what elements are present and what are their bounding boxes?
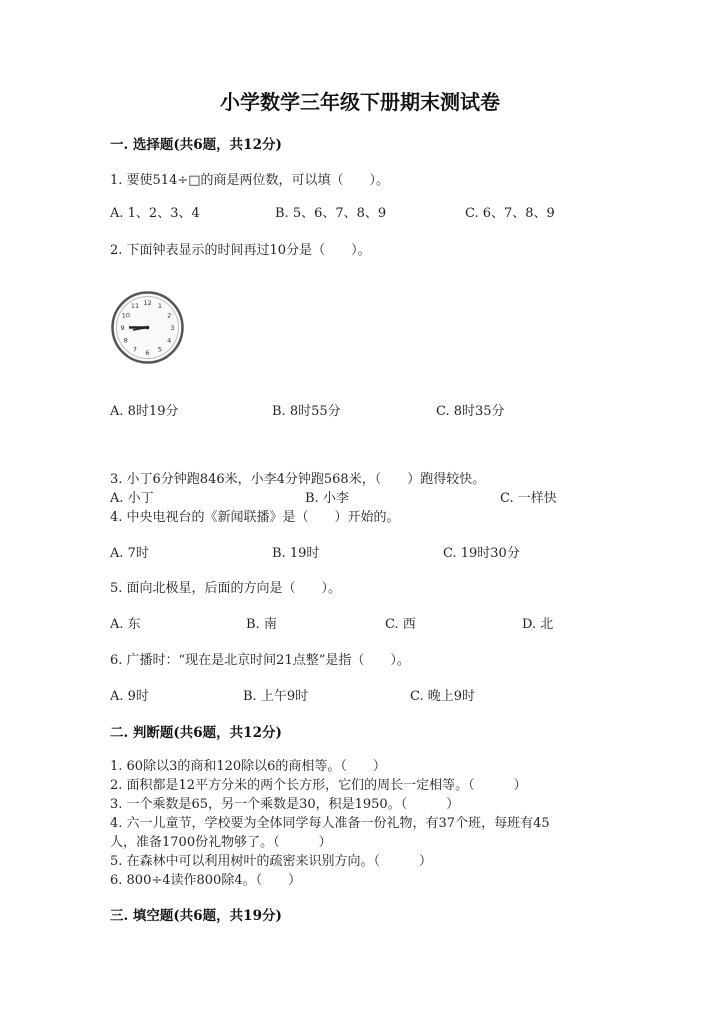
option-b: B. 19时 bbox=[272, 546, 320, 561]
option-c: C. 西 bbox=[385, 617, 416, 632]
question-stem: 6. 广播时：“现在是北京时间21点整”是指（ ）。 bbox=[110, 653, 410, 668]
clock-numeral: 6 bbox=[145, 348, 150, 357]
option-b: B. 南 bbox=[246, 617, 277, 632]
question-stem: 2. 下面钟表显示的时间再过10分是（ ）。 bbox=[110, 243, 371, 258]
clock-numeral: 11 bbox=[130, 302, 140, 311]
option-a: A. 9时 bbox=[110, 689, 149, 704]
option-c: C. 8时35分 bbox=[436, 404, 505, 419]
option-c: C. 19时30分 bbox=[443, 546, 520, 561]
option-a: A. 小丁 bbox=[110, 491, 154, 506]
clock-center bbox=[146, 326, 150, 330]
clock-numeral: 3 bbox=[170, 323, 175, 332]
clock-numeral: 12 bbox=[143, 298, 152, 307]
clock-numeral: 7 bbox=[132, 345, 138, 354]
list-item: 2. 面积都是12平方分米的两个长方形，它们的周长一定相等。（ ） bbox=[110, 778, 527, 793]
clock-numeral: 9 bbox=[120, 323, 125, 332]
option-b: B. 上午9时 bbox=[243, 689, 309, 704]
section-heading-judgement: 二. 判断题(共6题，共12分) bbox=[110, 725, 282, 741]
clock-numeral: 2 bbox=[167, 311, 172, 320]
clock-numeral: 5 bbox=[157, 345, 163, 354]
option-a: A. 8时19分 bbox=[110, 404, 179, 419]
option-a: A. 东 bbox=[110, 617, 141, 632]
question-stem: 3. 小丁6分钟跑846米，小李4分钟跑568米，（ ）跑得较快。 bbox=[110, 472, 486, 487]
option-a: A. 7时 bbox=[110, 546, 149, 561]
list-item: 6. 800÷4读作800除4。（ ） bbox=[110, 873, 302, 888]
option-d: D. 北 bbox=[522, 617, 554, 632]
question-stem: 4. 中央电视台的《新闻联播》是（ ）开始的。 bbox=[110, 510, 400, 525]
option-c: C. 晚上9时 bbox=[410, 689, 476, 704]
list-item: 3. 一个乘数是65，另一个乘数是30，积是1950。（ ） bbox=[110, 797, 460, 812]
clock-face-image bbox=[110, 290, 185, 365]
list-item: 1. 60除以3的商和120除以6的商相等。（ ） bbox=[110, 759, 386, 774]
clock-numeral: 4 bbox=[167, 336, 172, 345]
section-heading-fill-blank: 三. 填空题(共6题，共19分) bbox=[110, 908, 282, 924]
clock-numeral: 1 bbox=[157, 302, 163, 311]
clock-numeral: 8 bbox=[123, 336, 128, 345]
list-item-continued: 人，准备1700份礼物够了。（ ） bbox=[110, 835, 332, 850]
option-c: C. 6、7、8、9 bbox=[465, 206, 555, 221]
option-b: B. 8时55分 bbox=[272, 404, 341, 419]
option-b: B. 小李 bbox=[305, 491, 349, 506]
question-stem: 5. 面向北极星，后面的方向是（ ）。 bbox=[110, 581, 342, 596]
option-c: C. 一样快 bbox=[500, 491, 557, 506]
list-item: 5. 在森林中可以利用树叶的疏密来识别方向。（ ） bbox=[110, 854, 433, 869]
page-title: 小学数学三年级下册期末测试卷 bbox=[220, 90, 500, 114]
list-item: 4. 六一儿童节，学校要为全体同学每人准备一份礼物，有37个班，每班有45 bbox=[110, 816, 550, 831]
option-b: B. 5、6、7、8、9 bbox=[275, 206, 387, 221]
question-stem: 1. 要使514÷□的商是两位数，可以填（ ）。 bbox=[110, 173, 390, 188]
option-a: A. 1、2、3、4 bbox=[110, 206, 200, 221]
clock-numeral: 10 bbox=[121, 311, 130, 320]
section-heading-choice: 一. 选择题(共6题，共12分) bbox=[110, 137, 282, 153]
